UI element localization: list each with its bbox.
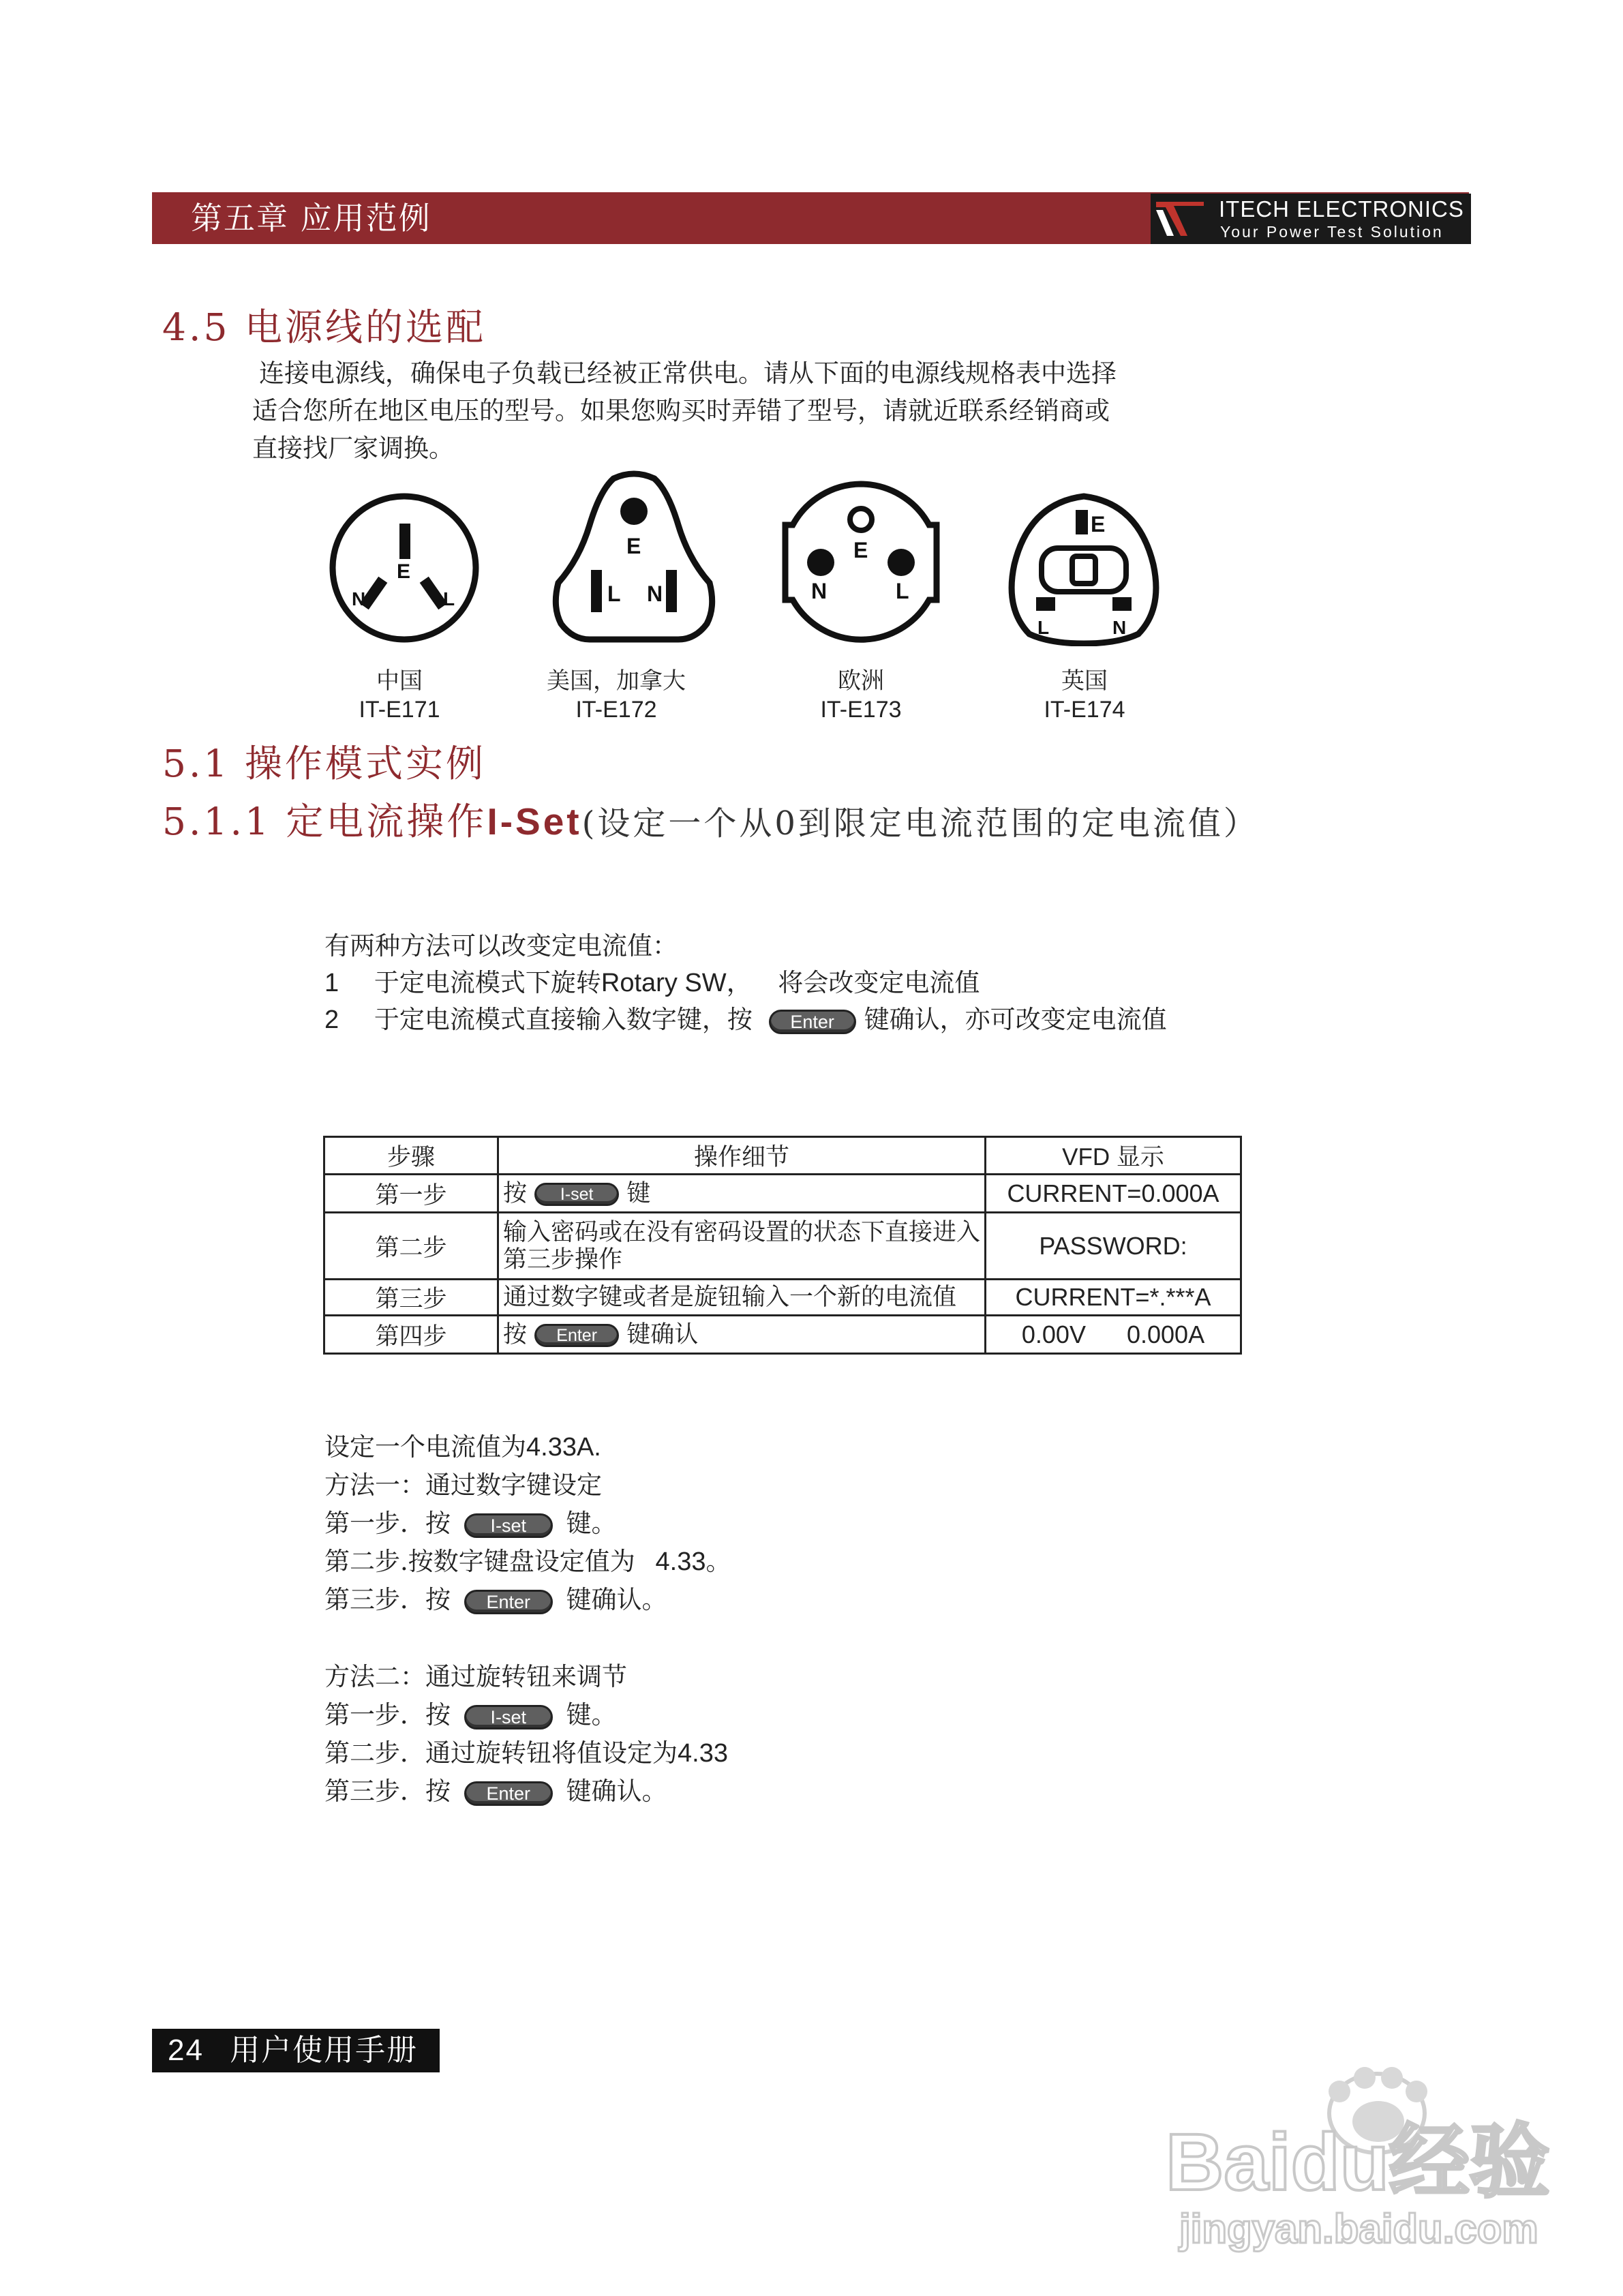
watermark-brand: Baidu经验 <box>1166 2117 1550 2207</box>
step-text: 键。 <box>566 1700 617 1729</box>
step-value: 4.33 <box>655 1547 706 1576</box>
method-item-2 <box>324 1001 1167 1039</box>
plug-region: 美国，加拿大 <box>547 667 686 695</box>
step-cell: 第三步 <box>324 1280 498 1316</box>
item-text: 将会改变定电流值 <box>778 968 980 997</box>
step-text: 。 <box>706 1547 731 1576</box>
pin-label: E <box>1091 512 1106 537</box>
item-text: 于定电流模式下旋转 <box>374 968 601 997</box>
method-2-step-1 <box>324 1696 617 1734</box>
page-number: 24 <box>168 2034 204 2067</box>
detail-cell: 通过数字键或者是旋钮输入一个新的电流值 <box>498 1280 986 1316</box>
pin-label: L <box>896 579 909 603</box>
plug-model: IT-E173 <box>820 697 902 723</box>
chapter-title: 第五章 应用范例 <box>191 200 431 237</box>
plug-model: IT-E172 <box>575 697 657 723</box>
item-text: 键确认，亦可改变定电流值 <box>864 1005 1167 1034</box>
table-header: 步骤 <box>324 1137 498 1175</box>
step-text: 第三步．按 <box>324 1777 451 1806</box>
brand-name: ITECH ELECTRONICS <box>1219 196 1464 222</box>
i-set-key-button[interactable]: I-set <box>464 1513 553 1538</box>
example-value: 4.33A. <box>526 1433 601 1462</box>
paragraph-line: 直接找厂家调换。 <box>252 434 454 463</box>
brand-tagline: Your Power Test Solution <box>1220 223 1444 241</box>
manual-label: 用户使用手册 <box>230 2034 419 2067</box>
method-1-title: 方法一：通过数字键设定 <box>324 1470 602 1500</box>
table-header-row <box>324 1137 1241 1175</box>
item-number: 1 <box>324 969 339 997</box>
step-cell: 第四步 <box>324 1316 498 1354</box>
plug-usa-canada-icon <box>549 470 719 648</box>
section-heading-4-5: 4.5 电源线的选配 <box>162 305 486 349</box>
plug-caption-usa-canada <box>514 667 718 724</box>
plug-region: 中国 <box>376 667 423 695</box>
pin-label: N <box>647 581 663 606</box>
step-text: 第二步.按数字键盘设定值为 <box>324 1547 635 1576</box>
step-text: 第一步．按 <box>324 1509 451 1538</box>
plug-model: IT-E171 <box>359 697 440 723</box>
step-cell: 第二步 <box>324 1213 498 1280</box>
i-set-key-button[interactable]: I-set <box>464 1705 553 1729</box>
step-text: 键。 <box>566 1509 617 1538</box>
heading-paren: (设定一个从0到限定电流范围的定电流值） <box>581 804 1259 843</box>
step-text: 键确认。 <box>566 1777 667 1806</box>
paragraph-line: 连接电源线，确保电子负载已经被正常供电。请从下面的电源线规格表中选择 <box>259 359 1117 388</box>
plug-region: 英国 <box>1061 667 1108 695</box>
detail-cell: 输入密码或在没有密码设置的状态下直接进入第三步操作 <box>498 1213 986 1280</box>
section-heading-5-1: 5.1 操作模式实例 <box>162 742 486 785</box>
pin-label: E <box>853 538 868 562</box>
method-1-step-1 <box>324 1505 617 1542</box>
vfd-cell: CURRENT=*.***A <box>986 1280 1241 1316</box>
step-text: 第三步．按 <box>324 1585 451 1614</box>
method-item-1 <box>324 964 980 1002</box>
method-2-step-2 <box>324 1734 728 1772</box>
plug-caption-china <box>297 667 502 724</box>
steps-table <box>323 1136 1242 1355</box>
method-1-step-2 <box>324 1543 731 1581</box>
table-row <box>324 1175 1241 1213</box>
detail-text: 按 <box>503 1320 528 1348</box>
method-2-title: 方法二：通过旋转钮来调节 <box>324 1662 627 1691</box>
enter-key-button[interactable]: Enter <box>534 1324 619 1347</box>
section-heading-5-1-1 <box>162 798 1259 847</box>
method-2-step-3 <box>324 1772 667 1810</box>
pin-label: L <box>607 581 621 606</box>
heading-prefix: 5.1.1 定电流操作 <box>162 800 487 843</box>
plug-model: IT-E174 <box>1044 697 1125 723</box>
item-text: Rotary SW， <box>601 969 753 997</box>
detail-text: 键确认 <box>626 1320 699 1348</box>
table-row <box>324 1213 1241 1280</box>
baidu-watermark <box>1152 2059 1588 2256</box>
table-header: VFD 显示 <box>986 1137 1241 1175</box>
i-set-key-button[interactable]: I-set <box>534 1183 619 1206</box>
pin-label: E <box>397 560 411 583</box>
watermark-url: jingyan.baidu.com <box>1179 2206 1538 2252</box>
pin-label: L <box>1037 617 1050 638</box>
methods-title: 有两种方法可以改变定电流值： <box>324 931 678 961</box>
detail-cell <box>498 1175 986 1213</box>
detail-cell <box>498 1316 986 1354</box>
itech-logo-icon <box>1153 198 1207 240</box>
pin-label: N <box>811 579 828 603</box>
plug-caption-europe <box>759 667 963 724</box>
vfd-cell: 0.00V 0.000A <box>986 1316 1241 1354</box>
table-row <box>324 1280 1241 1316</box>
table-header: 操作细节 <box>498 1137 986 1175</box>
enter-key-button[interactable]: Enter <box>464 1590 553 1614</box>
pin-label: L <box>443 588 455 609</box>
plug-uk-icon <box>1002 489 1166 646</box>
example-text: 设定一个电流值为 <box>324 1432 526 1462</box>
item-number: 2 <box>324 1006 339 1034</box>
step-text: 第二步．通过旋转钮将值设定为 <box>324 1738 678 1768</box>
plug-region: 欧洲 <box>838 667 884 695</box>
table-row <box>324 1316 1241 1354</box>
enter-key-button[interactable]: Enter <box>464 1781 553 1806</box>
footer-label <box>168 2031 418 2070</box>
detail-text: 键 <box>626 1179 651 1207</box>
pin-label: N <box>352 588 366 609</box>
enter-key-button[interactable]: Enter <box>769 1010 856 1034</box>
vfd-cell: CURRENT=0.000A <box>986 1175 1241 1213</box>
item-text: 于定电流模式直接输入数字键，按 <box>374 1005 753 1034</box>
step-text: 第一步．按 <box>324 1700 451 1729</box>
example-intro <box>324 1428 601 1466</box>
step-text: 键确认。 <box>566 1585 667 1614</box>
heading-bold: I-Set <box>487 800 582 843</box>
detail-text: 按 <box>503 1179 528 1207</box>
plug-europe-icon <box>776 477 946 648</box>
step-value: 4.33 <box>678 1739 728 1768</box>
step-cell: 第一步 <box>324 1175 498 1213</box>
plug-caption-uk <box>982 667 1187 724</box>
method-1-step-3 <box>324 1581 667 1618</box>
plug-china-icon <box>326 489 483 646</box>
vfd-cell: PASSWORD: <box>986 1213 1241 1280</box>
pin-label: N <box>1112 617 1127 638</box>
pin-label: E <box>626 534 641 558</box>
paragraph-line: 适合您所在地区电压的型号。如果您购买时弄错了型号，请就近联系经销商或 <box>252 396 1110 425</box>
